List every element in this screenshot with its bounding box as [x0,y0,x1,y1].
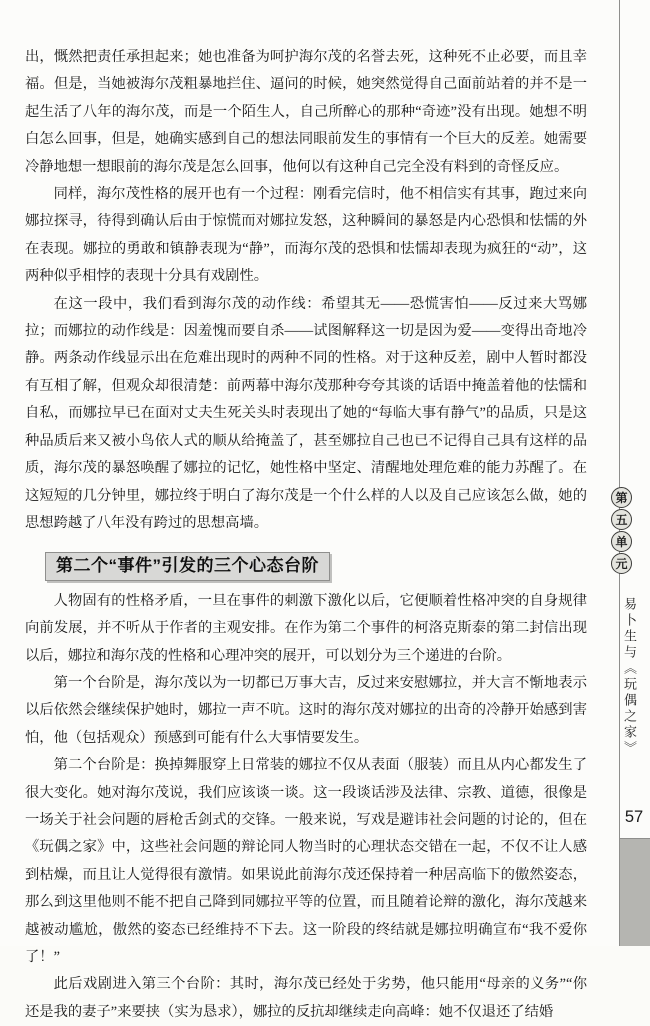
section-header: 第二个“事件”引发的三个心态台阶 [45,552,330,581]
body-paragraph: 同样，海尔茂性格的展开也有一个过程：刚看完信时，他不相信实有其事，跑过来向娜拉探寻，待得到确认后由于惊慌而对娜拉发怒，这种瞬间的暴怒是内心恐惧和怯懦的外在表现。娜拉的勇敢和镇静表现为“静”，而海尔茂的恐惧和怯懦却表现为疯狂的“动”，这两种似乎相悖的表现十分具有戏剧性。 [25,186,587,285]
unit-char-circle: 第 [611,487,632,508]
body-paragraph: 在这一段中，我们看到海尔茂的动作线：希望其无——恐慌害怕——反过来大骂娜拉；而娜拉的动作线是：因羞愧而要自杀——试图解释这一切是因为爱——变得出奇地冷静。两条动作线显示出在危难出现时的两种不同的性格。对于这种反差，剧中人暂时都没有互相了解，但观众却很清楚：前两幕中海尔茂那种夸夸其谈的话语中掩盖着他的怯懦和自私，而娜拉早已在面对丈夫生死关头时表现出了她的“每临大事有静气”的品质，只是这种品质后来又被小鸟依人式的顺从给掩盖了，甚至娜拉自己也已不记得自己具有这样的品质，海尔茂的暴怒唤醒了娜拉的记忆，她性格中坚定、清醒地处理危难的能力苏醒了。在这短短的几分钟里，娜拉终于明白了海尔茂是一个什么样的人以及自己应该怎么做，她的思想跨越了八年没有跨过的思想高墙。 [25,295,587,531]
body-paragraph: 人物固有的性格矛盾，一旦在事件的刺激下激化以后，它便顺着性格冲突的自身规律向前发展，并不听从于作者的主观安排。在作为第二个事件的柯洛克斯泰的第二封信出现以后，娜拉和海尔茂的性格和心理冲突的展开，可以划分为三个递进的台阶。 [25,592,587,664]
footer-gray-bar [619,838,650,946]
main-text-column [25,44,587,1026]
unit-char-circle: 单 [611,531,632,552]
series-title-vertical: 易卜生与《玩偶之家》 [622,597,637,757]
body-paragraph: 第一个台阶是，海尔茂以为一切都已万事大吉，反过来安慰娜拉，并大言不惭地表示以后依然会继续保护她时，娜拉一声不吭。这时的海尔茂对娜拉的出奇的冷静开始感到害怕，他（包括观众）预感到可能有什么大事情要发生。 [25,674,587,746]
unit-char-circle: 元 [611,553,632,574]
body-paragraph: 出，慨然把责任承担起来；她也准备为呵护海尔茂的名誉去死，这种死不止必要，而且幸福。但是，当她被海尔茂粗暴地拦住、逼问的时候，她突然觉得自己面前站着的并不是一起生活了八年的海尔茂，而是一个陌生人，自己所醉心的那种“奇迹”没有出现。她想不明白怎么回事，但是，她确实感到自己的想法同眼前发生的事情有一个巨大的反差。她需要冷静地想一想眼前的海尔茂是怎么回事，他何以有这种自己完全没有料到的奇怪反应。 [25,49,587,175]
unit-label-badge [611,487,632,574]
unit-char-circle: 五 [611,509,632,530]
section-header-row [25,552,587,581]
page-number: 57 [624,808,644,826]
body-paragraph: 此后戏剧进入第三个台阶：其时，海尔茂已经处于劣势，他只能用“母亲的义务”“你还是我的妻子”来要挟（实为恳求），娜拉的反抗却继续走向高峰：她不仅退还了结婚 [25,976,587,1020]
body-paragraph: 第二个台阶是：换掉舞服穿上日常装的娜拉不仅从表面（服装）而且从内心都发生了很大变化。她对海尔茂说，我们应该谈一谈。这一段谈话涉及法律、宗教、道德，很像是一场关于社会问题的唇枪舌剑式的交锋。一般来说，写戏是避讳社会问题的讨论的，但在《玩偶之家》中，这些社会问题的辩论同人物当时的心理状态交错在一起，不仅不让人感到枯燥，而且让人觉得很有激情。如果说此前海尔茂还保持着一种居高临下的傲然姿态，那么到这里他则不能不把自己降到同娜拉平等的位置，而且随着论辩的激化，海尔茂越来越被动尴尬，傲然的姿态已经维持不下去。这一阶段的终结就是娜拉明确宣布“我不爱你了！” [25,757,587,965]
